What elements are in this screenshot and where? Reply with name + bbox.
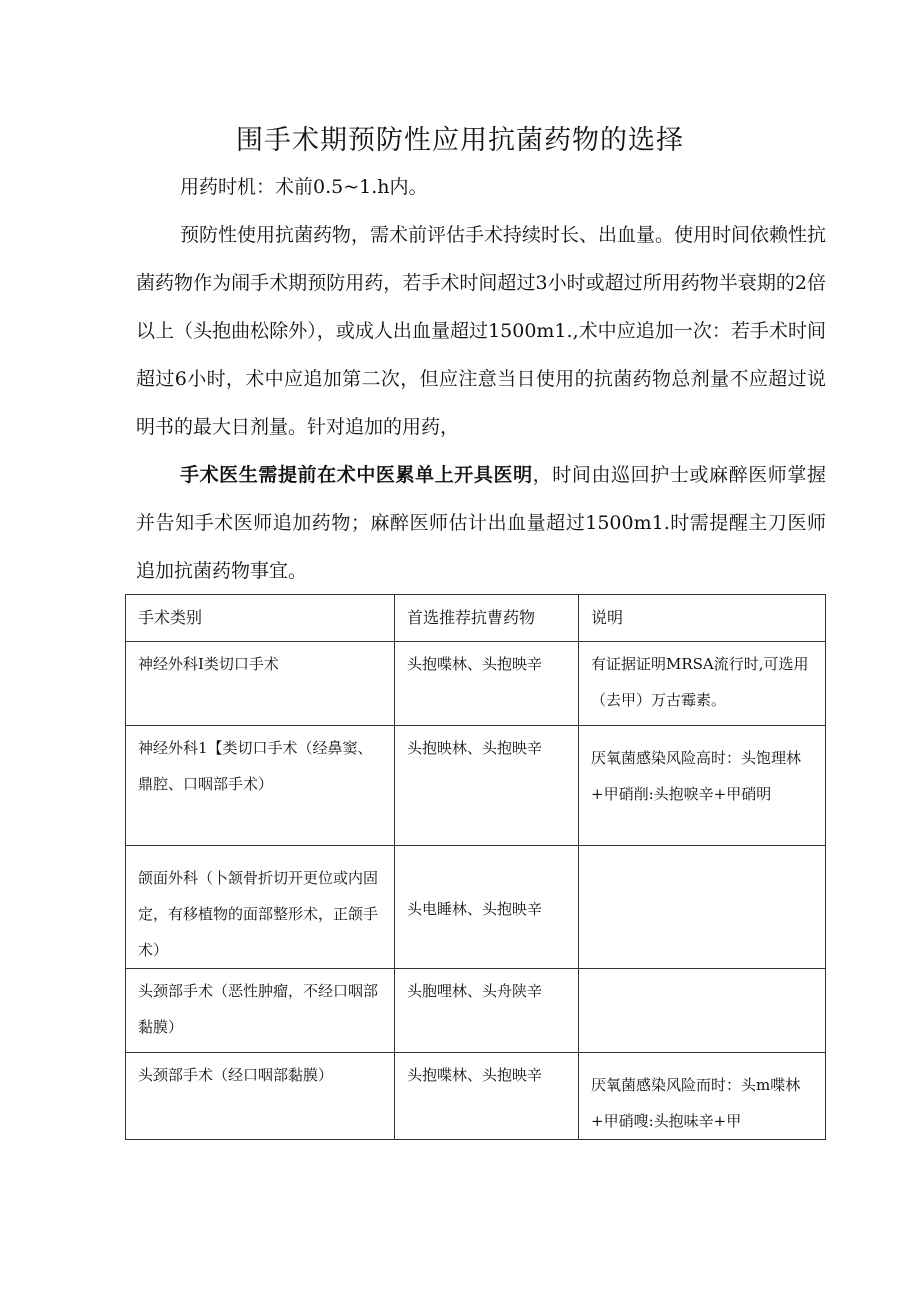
cell-drug: 头抱喋林、头抱映辛 — [395, 642, 579, 726]
header-surgery-type: 手术类别 — [126, 595, 395, 642]
paragraph-dosing-rules: 预防性使用抗菌药物，需术前评估手术持续时长、出血量。使用时间依赖性抗菌药物作为闹手术期预防用药，若手术时间超过3小时或超过所用药物半衰期的2倍以上（头抱曲松除外），或成人出血量超过1500m1.,术中应追加一次：若手术时间超过6小时，术中应追加第二次，但应注意当日使用的抗菌药物总剂量不应超过说明书的最大日剂量。针对追加的用药， — [136, 224, 827, 438]
cell-note: 有证据证明MRSA流行时,可选用（去甲）万古霉素。 — [579, 642, 826, 726]
cell-drug: 头抱喋林、头抱映辛 — [395, 1053, 579, 1140]
paragraph-bold-lead: 手术医生需提前在术中医累单上开具医明 — [180, 464, 533, 486]
cell-note: 厌氧菌感染风险高时：头饱理林+甲硝削:头抱唳辛+甲硝明 — [579, 726, 826, 846]
cell-surgery-type: 颌面外科（卜颔骨折切开更位或内固定，有移植物的面部整形术，正颌手术） — [126, 846, 395, 969]
cell-note — [579, 846, 826, 969]
table-header-row — [126, 595, 826, 642]
table-row — [126, 642, 826, 726]
paragraph-prescription — [136, 451, 826, 595]
table-row — [126, 726, 826, 846]
cell-drug: 头胞哩林、头舟陕辛 — [395, 969, 579, 1053]
cell-drug: 头电睡林、头抱映辛 — [395, 846, 579, 969]
header-notes: 说明 — [579, 595, 826, 642]
table-row — [126, 846, 826, 969]
document-title: 围手术期预防性应用抗菌药物的选择 — [236, 125, 684, 156]
cell-surgery-type: 神经外科I类切口手术 — [126, 642, 395, 726]
drug-selection-table — [125, 594, 826, 1140]
cell-surgery-type: 神经外科1【类切口手术（经鼻窦、鼎腔、口咽部手术） — [126, 726, 395, 846]
table-row — [126, 969, 826, 1053]
cell-surgery-type: 头颈部手术（经口咽部黏膜） — [126, 1053, 395, 1140]
cell-drug: 头抱映林、头抱映辛 — [395, 726, 579, 846]
cell-note: 厌氧菌感染风险而时：头m喋林+甲硝嗖:头抱味辛+甲 — [579, 1053, 826, 1140]
cell-note — [579, 969, 826, 1053]
paragraph-rest: ，时间由巡回护士或麻醉医师掌握并告知手术医师追加药物；麻醉医师估计出血量超过1500m1.时需提醒主刀医师追加抗菌药物事宜。 — [136, 464, 826, 582]
table-row — [126, 1053, 826, 1140]
cell-surgery-type: 头颈部手术（恶性肿瘤，不经口咽部黏膜） — [126, 969, 395, 1053]
medication-timing: 用药时机：术前0.5~1.h内。 — [180, 176, 428, 198]
header-recommended-drug: 首选推荐抗曹药物 — [395, 595, 579, 642]
